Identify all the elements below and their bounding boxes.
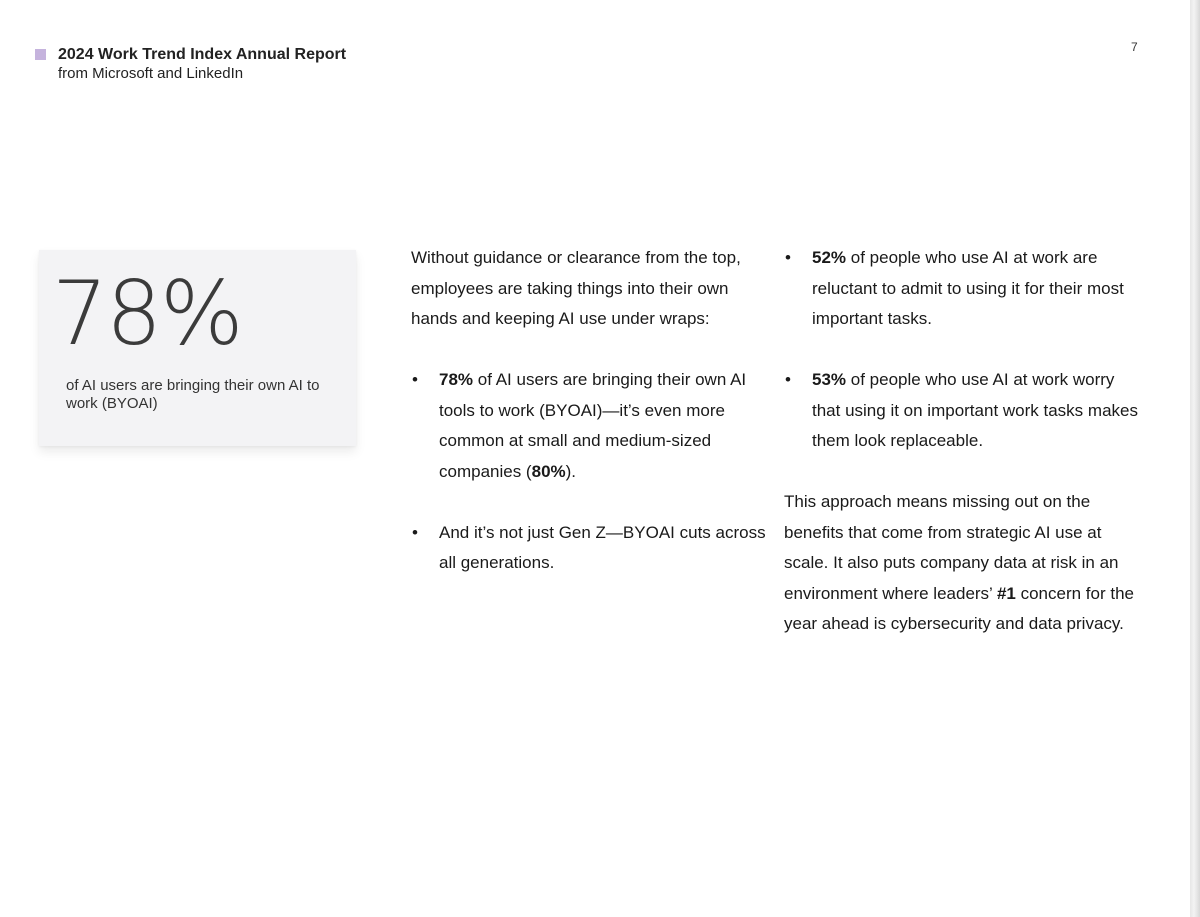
report-subtitle: from Microsoft and LinkedIn xyxy=(58,65,244,82)
body-column-right xyxy=(784,243,1144,640)
list-item xyxy=(784,365,1144,457)
stat-highlight: 53% xyxy=(812,370,847,389)
stat-caption: of AI users are bringing their own AI to work (BYOAI) xyxy=(66,377,320,412)
page-number: 7 xyxy=(1131,40,1138,54)
bullet-text: And it’s not just Gen Z—BYOAI cuts across all generations. xyxy=(439,522,766,572)
list-item xyxy=(411,518,776,579)
list-item xyxy=(784,243,1144,335)
bullet-dot: • xyxy=(412,522,418,542)
stat-highlight: 52% xyxy=(812,248,847,267)
list-item xyxy=(411,365,776,487)
stat-callout-card xyxy=(39,250,356,446)
bullet-list-right xyxy=(784,243,1144,457)
viewer-page-edge xyxy=(1190,0,1200,917)
report-title: 2024 Work Trend Index Annual Report xyxy=(58,46,347,63)
closing-text: This approach means missing out on the benefits that come from strategic AI use at scale. It also puts company data at risk in an environment where leaders’ xyxy=(784,492,1119,603)
bullet-text: of people who use AI at work are reluctant to admit to using it for their most important tasks. xyxy=(812,248,1124,328)
rank-highlight: #1 xyxy=(996,583,1016,603)
bullet-dot: • xyxy=(412,370,418,389)
intro-paragraph: Without guidance or clearance from the top, employees are taking things into their own hands and keeping AI use under wraps: xyxy=(411,248,741,328)
bullet-dot: • xyxy=(785,248,791,267)
stat-highlight: 80% xyxy=(531,461,566,481)
closing-text: concern for the year ahead is cybersecurity and data privacy. xyxy=(784,583,1134,633)
bullet-text: ). xyxy=(565,461,577,481)
closing-paragraph xyxy=(784,487,1144,640)
stat-number: 78% xyxy=(52,262,242,365)
bullet-text: of AI users are bringing their own AI tools to work (BYOAI)—it’s even more common at small and medium-sized companies ( xyxy=(439,370,747,481)
stat-highlight: 78% xyxy=(439,370,474,389)
bullet-list-left xyxy=(411,365,776,579)
bullet-text: of people who use AI at work worry that using it on important work tasks makes them look replaceable. xyxy=(812,370,1138,450)
bullet-dot: • xyxy=(785,370,791,389)
body-column-left xyxy=(411,243,776,579)
header-marker-square xyxy=(35,49,46,60)
